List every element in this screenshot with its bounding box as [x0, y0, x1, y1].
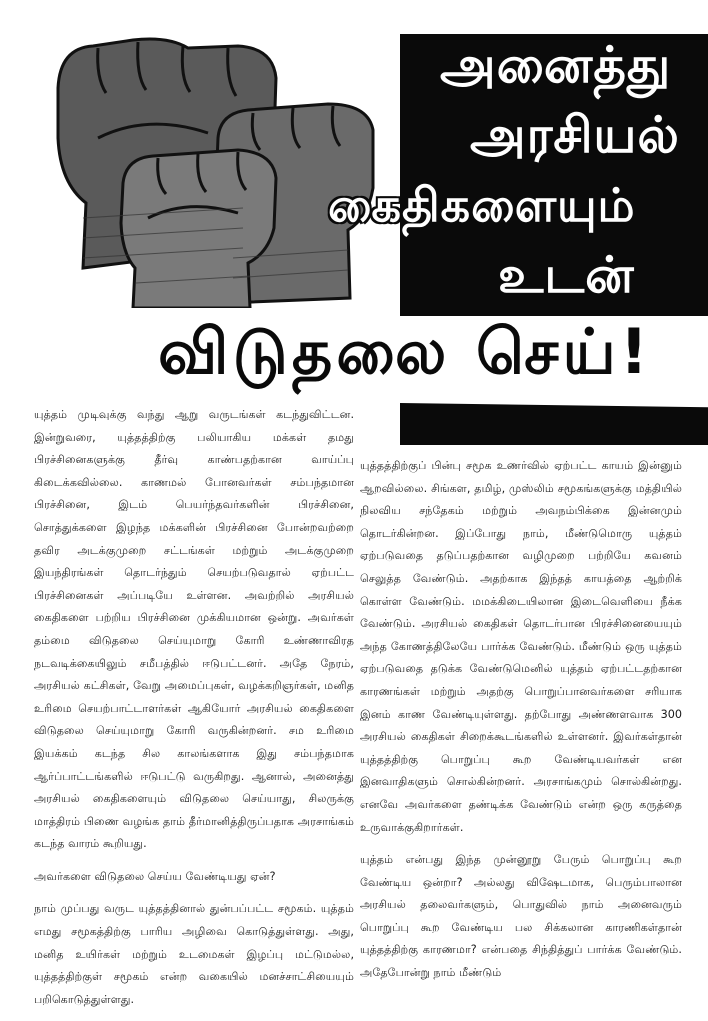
article-column-right	[360, 455, 682, 995]
paragraph: நாம் முப்பது வருட யுத்தத்தினால் துன்பப்பட்ட சமூகம். யுத்தம் எமது சமூகத்திற்கு பாரிய அழிவை கொடுத்துள்ளது. அது, மனித உயிர்கள் மற்றும் உடமைகள் இழப்பு மட்டுமல்ல, யுத்தத்திற்குள் சமூகம் என்ற வகையில் மனச்சாட்சியையும் பறிகொடுத்துள்ளது.	[34, 902, 354, 1006]
article-column-left	[34, 404, 354, 1021]
headline-free-them: விடுதலை செய்!	[158, 315, 653, 388]
section-question: அவர்களை விடுதலை செய்ய வேண்டியது ஏன்?	[34, 869, 276, 883]
paragraph: யுத்தம் என்பது இந்த முன்னூறு பேரும் பொறுப்பு கூற வேண்டிய ஒன்றா? அல்லது விஷேடமாக, பெரும்பாலான அரசியல் தலைவர்களும், பொதுவில் நாம் அனைவரும் பொறுப்பு கூற வேண்டிய பல சிக்கலான காரணிகள்தான் யுத்தத்திற்கு காரணமா? என்பதை சிந்தித்துப் பார்க்க வேண்டும். அதேபோன்று நாம் மீண்டும்	[360, 853, 682, 980]
raised-fists-icon	[38, 18, 418, 308]
title-line-4: உடன்	[498, 246, 635, 304]
paragraph: யுத்தம் முடிவுக்கு வந்து ஆறு வருடங்கள் கடந்துவிட்டன. இன்றுவரை, யுத்தத்திற்கு பலியாகிய மக்கள் தமது பிரச்சினைகளுக்கு தீர்வு காண்பதற்கான வாய்ப்பு கிடைக்கவில்லை. காணமல் போனவர்கள் சம்பந்தமான பிரச்சினை, இடம் பெயர்ந்தவர்களின் பிரச்சினை, சொத்துக்களை இழந்த மக்களின் பிரச்சினை போன்றவற்றை தவிர அடக்குமுறை சட்டங்கள் மற்றும் அடக்குமுறை இயந்திரங்கள் தொடர்ந்தும் செயற்படுவதால் ஏற்பட்ட பிரச்சினைகள் அப்படியே உள்ளன. அவற்றில் அரசியல் கைதிகளை பற்றிய பிரச்சினை முக்கியமான ஒன்று. அவர்கள் தம்மை விடுதலை செய்யுமாறு கோரி உண்ணாவிரத நடவடிக்கையிலும் சமீபத்தில் ஈடுபட்டனர். அதே நேரம், அரசியல் கட்சிகள், வேறு அமைப்புகள், வழக்கறிஞர்கள், மனித உரிமை செயற்பாட்டாளர்கள் ஆகியோர் அரசியல் கைதிகளை விடுதலை செய்யுமாறு கோரி வருகின்றனர். சம உரிமை இயக்கம் கடந்த சில காலங்களாக இது சம்பந்தமாக ஆர்ப்பாட்டங்களில் ஈடுபட்டு வருகிறது. ஆனால், அனைத்து அரசியல் கைதிகளையும் விடுதலை செய்யாது, சிலருக்கு மாத்திரம் பிணை வழங்க தாம் தீர்மானித்திருப்பதாக அரசாங்கம் கடந்த வாரம் கூறியது.	[34, 408, 354, 851]
paragraph: யுத்தத்திற்குப் பின்பு சமூக உணர்வில் ஏற்பட்ட காயம் இன்னும் ஆறவில்லை. சிங்கள, தமிழ், முஸ்லிம் சமூகங்களுக்கு மத்தியில் நிலவிய சந்தேகம் மற்றும் அவநம்பிக்கை இன்னமும் தொடர்கின்றன. இப்போது நாம், மீண்டுமொரு யுத்தம் ஏற்படுவதை தடுப்பதற்கான வழிமுறை பற்றியே கவனம் செலுத்த வேண்டும். அதற்காக இந்தத் காயத்தை ஆற்றிக் கொள்ள வேண்டும். மமக்கிடையிலான இடைவெளியை நீக்க வேண்டும். அரசியல் கைதிகள் தொடர்பான பிரச்சினையையும் அந்த கோணத்திலேயே பார்க்க வேண்டும். மீண்டும் ஒரு யுத்தம் ஏற்படுவதை தடுக்க வேண்டுமெனில் யுத்தம் ஏற்பட்டதற்கான காரணங்கள் மற்றும் அதற்கு பொறுப்பானவர்களை சரியாக இனம் காண வேண்டியுள்ளது. தற்போது அண்ணளவாக 300 அரசியல் கைதிகள் சிறைக்கூடங்களில் உள்ளனர். இவர்கள்தான் யுத்தத்திற்கு பொறுப்பு கூற வேண்டியவர்கள் என இனவாதிகளும் சொல்கின்றனர். அரசாங்கமும் சொல்கின்றது. எனவே அவர்களை தண்டிக்க வேண்டும் என்ற ஒரு கருத்தை உருவாக்குகிறார்கள்.	[360, 459, 682, 834]
title-line-2: அரசியல்	[470, 106, 680, 164]
decorative-bar	[400, 403, 708, 445]
title-line-1: அனைத்து	[440, 36, 672, 94]
title-line-3: கைதிகளையும்	[328, 178, 636, 232]
